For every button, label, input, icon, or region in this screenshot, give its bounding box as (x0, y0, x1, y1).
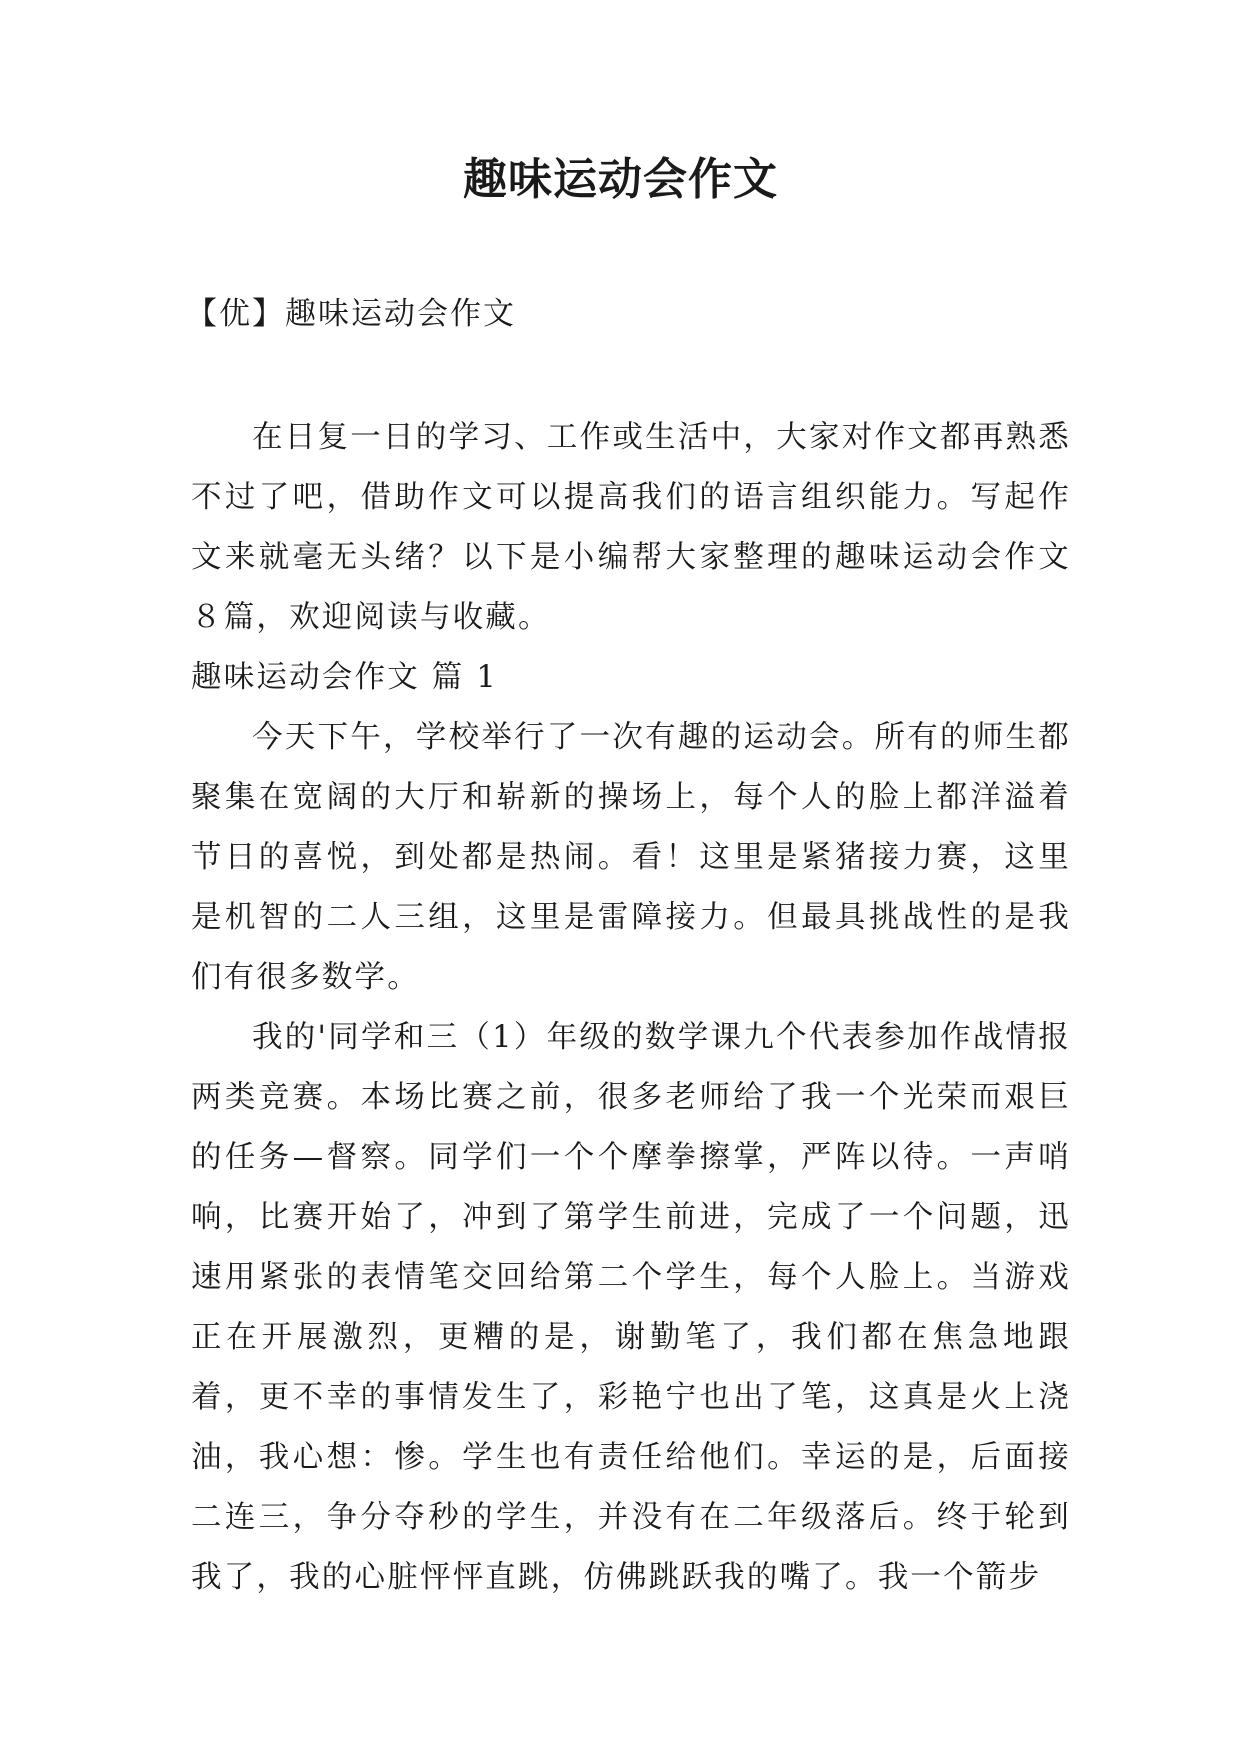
section-heading: 趣味运动会作文 篇 1 (191, 660, 498, 695)
document-subtitle: 【优】趣味运动会作文 (186, 296, 516, 332)
intro-paragraph: 在日复一日的学习、工作或生活中，大家对作文都再熟悉不过了吧，借助作文可以提高我们的语言组织能力。写起作文来就毫无头绪？以下是小编帮大家整理的趣味运动会作文８篇，欢迎阅读与收藏。 (191, 420, 1071, 635)
document-body (191, 408, 1071, 1608)
document-title: 趣味运动会作文 (463, 154, 778, 205)
body-paragraph: 今天下午，学校举行了一次有趣的运动会。所有的师生都聚集在宽阔的大厅和崭新的操场上，每个人的脸上都洋溢着节日的喜悦，到处都是热闹。看！这里是紧猪接力赛，这里是机智的二人三组，这里是雷障接力。但最具挑战性的是我们有很多数学。 (191, 720, 1071, 995)
body-paragraph: 我的'同学和三（1）年级的数学课九个代表参加作战情报两类竞赛。本场比赛之前，很多老师给了我一个光荣而艰巨的任务—督察。同学们一个个摩拳擦掌，严阵以待。一声哨响，比赛开始了，冲到了第学生前进，完成了一个问题，迅速用紧张的表情笔交回给第二个学生，每个人脸上。当游戏正在开展激烈，更糟的是，谢勤笔了，我们都在焦急地跟着，更不幸的事情发生了，彩艳宁也出了笔，这真是火上浇油，我心想：惨。学生也有责任给他们。幸运的是，后面接二连三，争分夺秒的学生，并没有在二年级落后。终于轮到我了，我的心脏怦怦直跳，仿佛跳跃我的嘴了。我一个箭步 (191, 1020, 1071, 1595)
